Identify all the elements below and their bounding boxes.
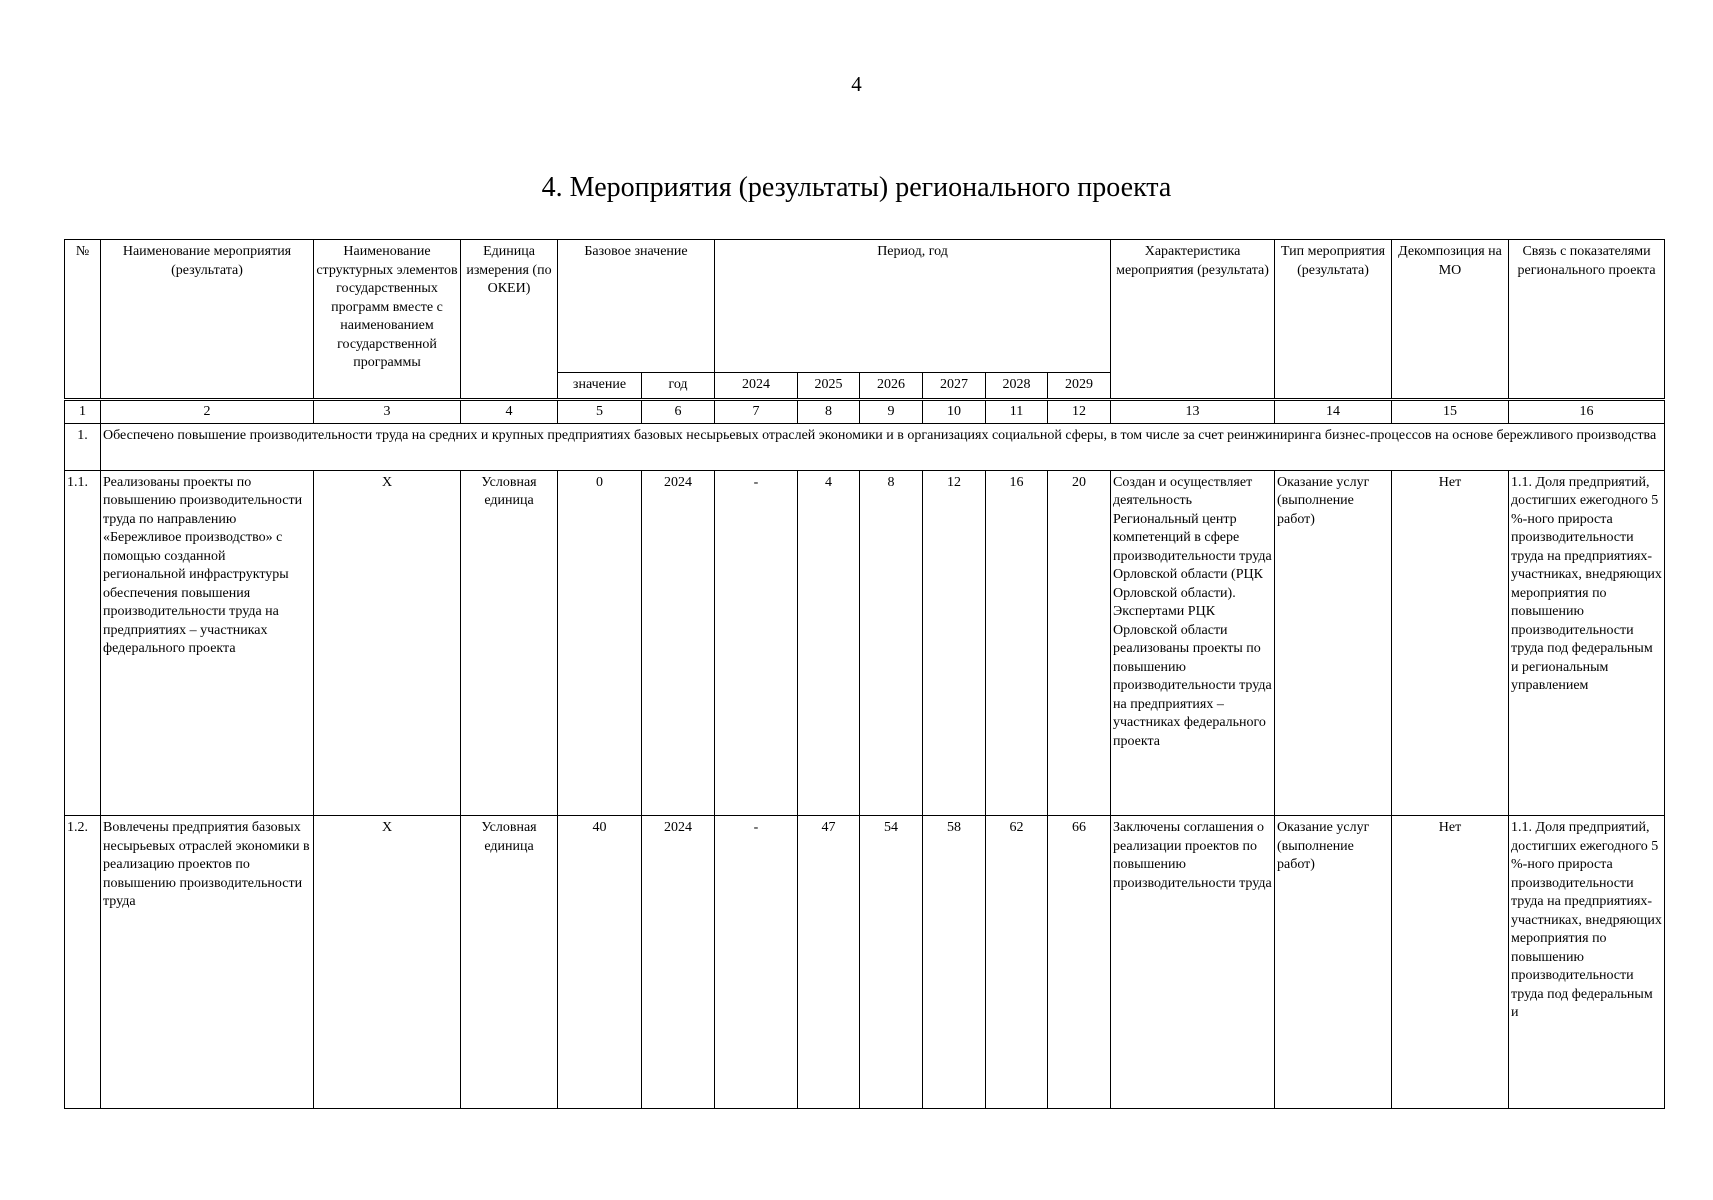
event-characteristic: Создан и осуществляет деятельность Региональный центр компетенций в сфере производительности труда Орловской области (РЦК Орловской области). Экспертами РЦК Орловской области реализованы проекты по повышению производительности труда на предприятиях – участниках федерального проекта [1111, 470, 1275, 815]
header-base-value-value: значение [558, 373, 642, 400]
header-year: 2025 [798, 373, 860, 400]
row-number: 1.1. [65, 470, 101, 815]
unit: Условная единица [461, 816, 558, 1109]
base-year: 2024 [642, 816, 715, 1109]
column-number: 9 [860, 399, 923, 424]
column-number: 10 [923, 399, 986, 424]
header-event-name: Наименование мероприятия (результата) [101, 240, 314, 400]
period-value: 4 [798, 470, 860, 815]
period-value: 58 [923, 816, 986, 1109]
events-table [64, 239, 1665, 1109]
decomposition: Нет [1392, 816, 1509, 1109]
period-value: 62 [986, 816, 1048, 1109]
column-number: 1 [65, 399, 101, 424]
section-title: Обеспечено повышение производительности труда на средних и крупных предприятиях базовых несырьевых отраслей экономики и в организациях социальной сферы, в том числе за счет реинжиниринга бизнес-процессов на основе бережливого производства [101, 424, 1665, 470]
table-row [65, 816, 1665, 1109]
header-base-value: Базовое значение [558, 240, 715, 373]
base-value: 40 [558, 816, 642, 1109]
column-number: 4 [461, 399, 558, 424]
column-number: 8 [798, 399, 860, 424]
column-number: 5 [558, 399, 642, 424]
header-year: 2027 [923, 373, 986, 400]
event-name: Реализованы проекты по повышению производительности труда по направлению «Бережливое производство» с помощью созданной региональной инфраструктуры обеспечения повышения производительности труда на предприятиях – участниках федерального проекта [101, 470, 314, 815]
base-year: 2024 [642, 470, 715, 815]
unit: Условная единица [461, 470, 558, 815]
event-name: Вовлечены предприятия базовых несырьевых отраслей экономики в реализацию проектов по повышению производительности труда [101, 816, 314, 1109]
period-value: 8 [860, 470, 923, 815]
column-number: 16 [1509, 399, 1665, 424]
indicator-link: 1.1. Доля предприятий, достигших ежегодного 5 %-ного прироста производительности труда на предприятиях-участниках, внедряющих мероприятия по повышению производительности труда под федеральным и региональным управлением [1509, 470, 1665, 815]
header-year: 2024 [715, 373, 798, 400]
header-period: Период, год [715, 240, 1111, 373]
header-year: 2026 [860, 373, 923, 400]
header-base-value-year: год [642, 373, 715, 400]
period-value: 16 [986, 470, 1048, 815]
header-unit: Единица измерения (по ОКЕИ) [461, 240, 558, 400]
header-decomposition: Декомпозиция на МО [1392, 240, 1509, 400]
column-number: 13 [1111, 399, 1275, 424]
header-link: Связь с показателями регионального проекта [1509, 240, 1665, 400]
header-structural-elements: Наименование структурных элементов государственных программ вместе с наименованием государственной программы [314, 240, 461, 400]
section-number: 1. [65, 424, 101, 470]
header-year: 2029 [1048, 373, 1111, 400]
column-number-row [65, 399, 1665, 424]
base-value: 0 [558, 470, 642, 815]
header-row [65, 240, 1665, 373]
page-title: 4. Мероприятия (результаты) регионального проекта [541, 172, 1172, 203]
section-row [65, 424, 1665, 470]
period-value: 47 [798, 816, 860, 1109]
page-number: 4 [851, 72, 862, 96]
column-number: 7 [715, 399, 798, 424]
period-value: - [715, 816, 798, 1109]
period-value: 12 [923, 470, 986, 815]
column-number: 2 [101, 399, 314, 424]
indicator-link: 1.1. Доля предприятий, достигших ежегодного 5 %-ного прироста производительности труда на предприятиях-участниках, внедряющих мероприятия по повышению производительности труда под федеральным и [1509, 816, 1665, 1109]
column-number: 6 [642, 399, 715, 424]
period-value: 66 [1048, 816, 1111, 1109]
column-number: 11 [986, 399, 1048, 424]
event-type: Оказание услуг (выполнение работ) [1275, 470, 1392, 815]
period-value: 20 [1048, 470, 1111, 815]
period-value: - [715, 470, 798, 815]
column-number: 3 [314, 399, 461, 424]
event-characteristic: Заключены соглашения о реализации проектов по повышению производительности труда [1111, 816, 1275, 1109]
event-type: Оказание услуг (выполнение работ) [1275, 816, 1392, 1109]
column-number: 15 [1392, 399, 1509, 424]
header-characteristic: Характеристика мероприятия (результата) [1111, 240, 1275, 400]
period-value: 54 [860, 816, 923, 1109]
decomposition: Нет [1392, 470, 1509, 815]
column-number: 14 [1275, 399, 1392, 424]
column-number: 12 [1048, 399, 1111, 424]
header-type: Тип мероприятия (результата) [1275, 240, 1392, 400]
header-number: № [65, 240, 101, 400]
structural-element: Х [314, 470, 461, 815]
structural-element: Х [314, 816, 461, 1109]
row-number: 1.2. [65, 816, 101, 1109]
header-year: 2028 [986, 373, 1048, 400]
table-row [65, 470, 1665, 815]
